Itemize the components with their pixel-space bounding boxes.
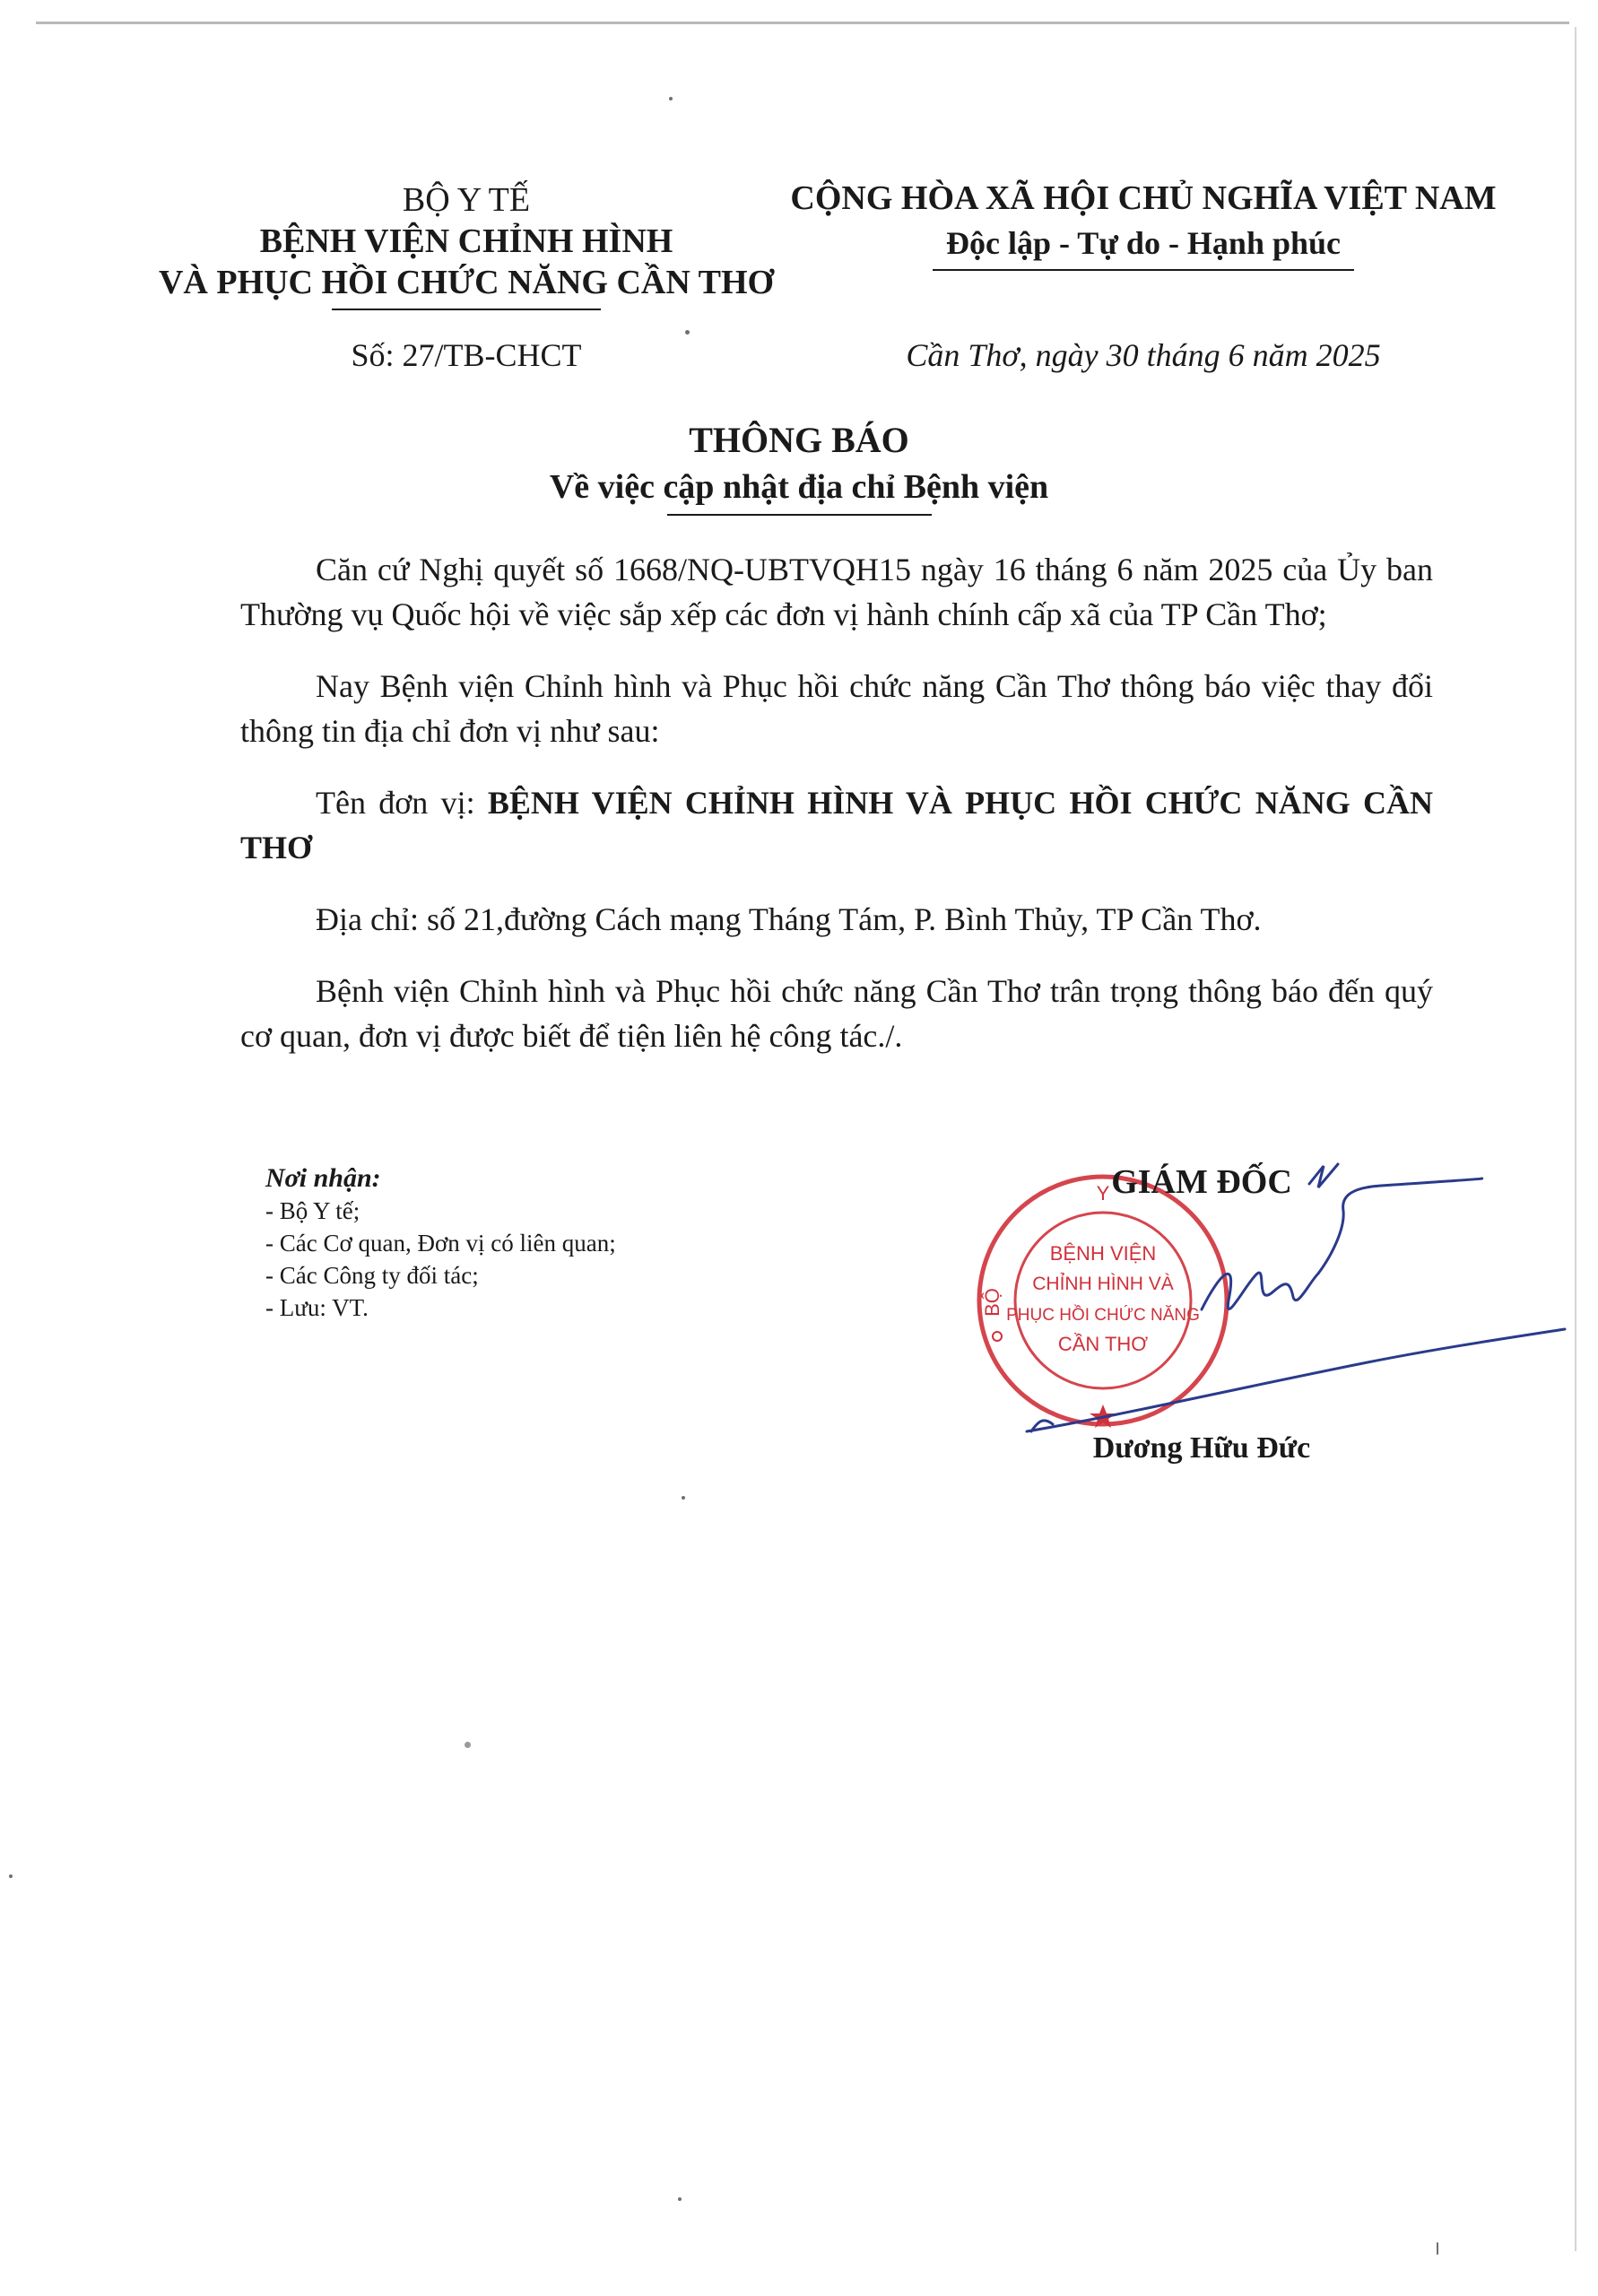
signer-title: GIÁM ĐỐC: [1111, 1163, 1292, 1201]
agency-underline: [332, 309, 601, 310]
recipient-item: - Lưu: VT.: [265, 1294, 369, 1321]
body-paragraph-closing: Bệnh viện Chỉnh hình và Phục hồi chức năng Cần Thơ trân trọng thông báo đến quý cơ quan, đơn vị được biết để tiện liên hệ công tác./.: [240, 973, 1433, 1054]
recipient-item: - Các Công ty đối tác;: [265, 1262, 479, 1289]
stamp-inner-line4: CẦN THƠ: [1057, 1333, 1149, 1355]
stamp-inner-line3: PHỤC HỒI CHỨC NĂNG: [1006, 1306, 1200, 1325]
body-paragraph-announcement: Nay Bệnh viện Chỉnh hình và Phục hồi chức năng Cần Thơ thông báo việc thay đổi thông tin địa chỉ đơn vị như sau:: [240, 668, 1433, 749]
scan-speck: [465, 1742, 471, 1748]
scan-speck: [9, 1874, 13, 1878]
unit-name-value: BỆNH VIỆN CHỈNH HÌNH VÀ PHỤC HỒI CHỨC NĂNG CẦN THƠ: [240, 785, 1433, 865]
document-body: [240, 547, 1433, 1085]
recipient-item: - Bộ Y tế;: [265, 1197, 360, 1224]
stamp-inner-line1: BỆNH VIỆN: [1049, 1242, 1157, 1265]
scan-speck: [685, 330, 690, 335]
national-motto: Độc lập - Tự do - Hạnh phúc: [945, 225, 1342, 261]
official-stamp: [979, 1177, 1227, 1428]
recipients-heading: Nơi nhận:: [265, 1163, 381, 1193]
subject-underline: [667, 514, 932, 516]
place-and-date: Cần Thơ, ngày 30 tháng 6 năm 2025: [906, 337, 1381, 373]
motto-underline: [933, 269, 1354, 271]
ministry-name: BỘ Y TẾ: [402, 181, 531, 219]
document-subject: Về việc cập nhật địa chỉ Bệnh viện: [549, 468, 1049, 506]
recipients-block: [265, 1162, 893, 1324]
stamp-inner-line2: CHỈNH HÌNH VÀ: [1032, 1274, 1174, 1294]
scan-speck: [669, 97, 673, 100]
hospital-name-line2: VÀ PHỤC HỒI CHỨC NĂNG CẦN THƠ: [158, 264, 775, 301]
national-header: [771, 176, 1515, 271]
body-paragraph-unit-name: [240, 780, 1433, 870]
document-title: THÔNG BÁO: [689, 420, 909, 460]
document-number: Số: 27/TB-CHCT: [351, 337, 582, 373]
scan-edge-right: [1575, 27, 1576, 2251]
body-paragraph-legal-basis: Căn cứ Nghị quyết số 1668/NQ-UBTVQH15 ngày 16 tháng 6 năm 2025 của Ủy ban Thường vụ Quốc hội về việc sắp xếp các đơn vị hành chính cấp xã của TP Cần Thơ;: [240, 552, 1433, 632]
scan-edge-line: [36, 22, 1569, 24]
hospital-name-line1: BỆNH VIỆN CHỈNH HÌNH: [259, 222, 673, 260]
document-title-block: [0, 417, 1598, 516]
scan-speck: [682, 1496, 685, 1500]
body-paragraph-address: Địa chỉ: số 21,đường Cách mạng Tháng Tám, P. Bình Thủy, TP Cần Thơ.: [316, 901, 1262, 937]
stamp-outer-top-text: Y: [1096, 1182, 1110, 1205]
unit-name-label: Tên đơn vị:: [316, 785, 488, 821]
scan-speck: [1437, 2242, 1438, 2255]
nation-name: CỘNG HÒA XÃ HỘI CHỦ NGHĨA VIỆT NAM: [790, 179, 1497, 217]
stamp-ring-mark-icon: [993, 1332, 1002, 1341]
stamp-outer-left-text: BỘ: [981, 1288, 1003, 1317]
scan-speck: [678, 2197, 682, 2201]
signer-name: Dương Hữu Đức: [1092, 1431, 1311, 1465]
issuing-agency-header: [126, 179, 807, 310]
recipient-item: - Các Cơ quan, Đơn vị có liên quan;: [265, 1230, 616, 1257]
